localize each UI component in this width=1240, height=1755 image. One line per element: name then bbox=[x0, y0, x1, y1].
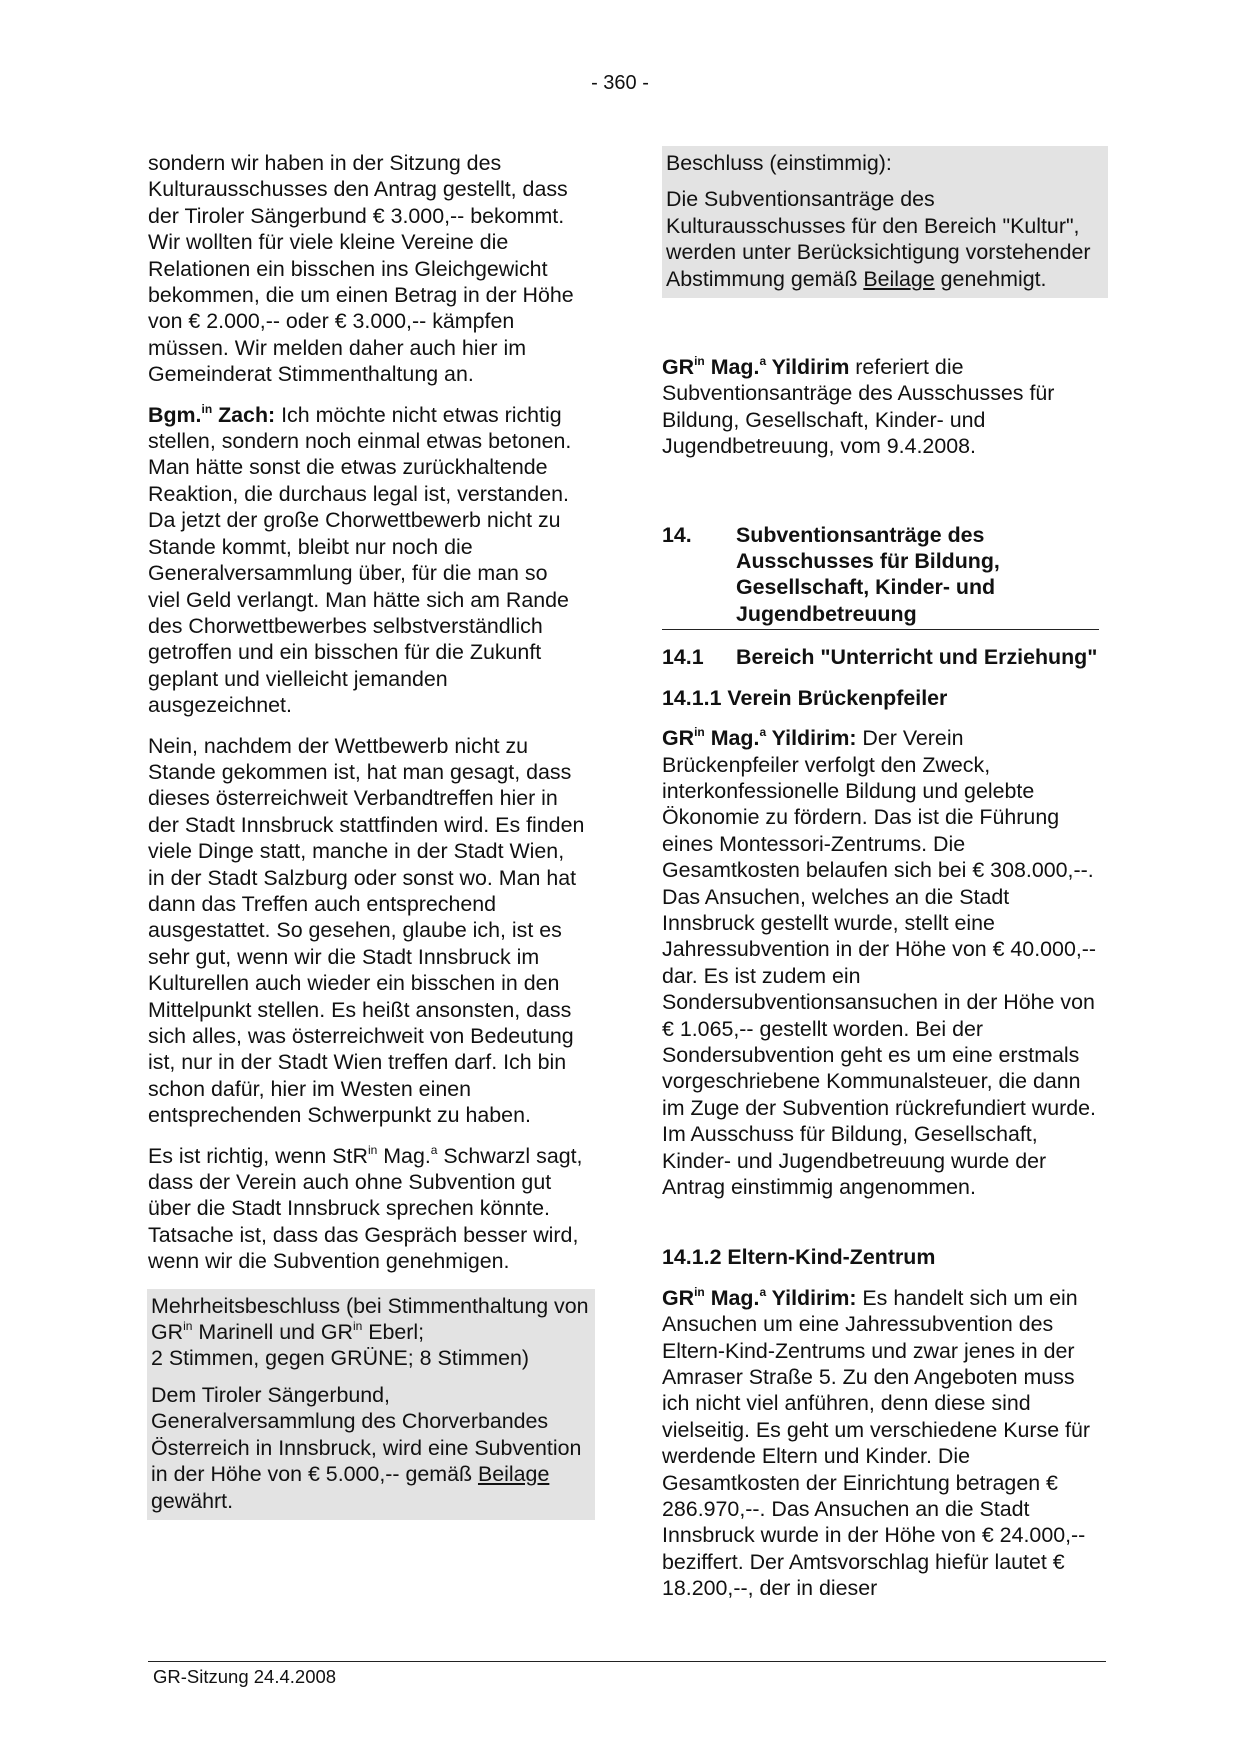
footer-divider bbox=[148, 1661, 1106, 1662]
page-number: - 360 - bbox=[591, 72, 649, 94]
paragraph-zach: Bgm.$^{in}$ Zach: Ich möchte nicht etwas richtig stellen, sondern noch einmal etwas betonen. Man hätte sonst die etwas zurückhaltende Reaktion, die durchaus legal ist, verstanden. Da jetzt der große Chorwettbewerb nicht zu Stande kommt, bleibt nur noch die Generalversammlung über, für die man so viel Geld verlangt. Man hätte sich am Rande des Chorwettbewerbes selbstverständlich getroffen und ein bisschen für die Zukunft geplant und vielleicht jemanden ausgezeichnet. bbox=[148, 401, 572, 718]
footer-text: GR-Sitzung 24.4.2008 bbox=[153, 1666, 337, 1687]
paragraph-yildirim: $GR^{in}$ Mag.$^a$ Yildirim: Der Verein Brückenpfeiler verfolgt den Zweck, interkonfessionelle Bildung und gelebte Ökonomie zu fördern. Das ist die Führung eines Montessori-Zentrums. Die Gesamtkosten belaufen sich bei € 308.000,--. Das Ansuchen, welches an die Stadt Innsbruck gestellt wurde, stellt eine Jahressubvention in der Höhe von € 40.000,-- dar. Es ist zudem ein Sondersubventionsansuchen in der Höhe von € 1.065,-- gestellt worden. Bei der Sondersubvention geht es um eine erstmals vorgeschriebene Kommunalsteuer, die dann im Zuge der Subvention rückrefundiert wurde. Im Ausschuss für Bildung, Gesellschaft, Kinder- und Jugendbetreuung wurde der Antrag einstimmig angenommen. bbox=[662, 724, 1097, 1199]
paragraph-yildirim: $GR^{in}$ Mag.$^a$ Yildirim: Es handelt sich um ein Ansuchen um eine Jahressubvention des Eltern-Kind-Zentrums und zwar jenes in der Amraser Straße 5. Zu den Angeboten muss ich nicht viel anführen, denn diese sind vielseitig. Es geht um verschiedene Kurse für werdende Eltern und Kinder. Die Gesamtkosten der Einrichtung betragen € 286.970,--. Das Ansuchen an die Stadt Innsbruck wurde in der Höhe von € 24.000,-- beziffert. Der Amtsvorschlag hiefür lautet € 18.200,--, der in dieser bbox=[662, 1284, 1091, 1601]
section-heading-14-1-2: 14.1.2 Eltern-Kind-Zentrum bbox=[662, 1245, 936, 1270]
resolution-text: Die Subventionsanträge des Kulturausschusses für den Bereich "Kultur", werden unter Berücksichtigung vorstehender Abstimmung gemäß Beilage genehmigt. bbox=[666, 187, 1091, 291]
speaker-title: $GR^{in}$ Mag.$^a$ Yildirim: bbox=[662, 724, 857, 751]
paragraph-yildirim: $GR^{in}$ Mag.$^a$ Yildirim referiert die Subventionsanträge des Ausschusses für Bildung, Gesellschaft, Kinder- und Jugendbetreuung, vom 9.4.2008. bbox=[662, 353, 1055, 459]
right-column bbox=[662, 150, 1099, 1616]
section-heading-14-1: 14.1 Bereich "Unterricht und Erziehung" bbox=[662, 645, 1098, 670]
left-column bbox=[148, 150, 589, 1534]
speaker-title: $GR^{in}$ Mag.$^a$ Yildirim: bbox=[662, 1284, 857, 1310]
resolution-title: Beschluss (einstimmig): bbox=[666, 151, 892, 175]
beilage-link[interactable]: Beilage bbox=[863, 266, 935, 291]
resolution-box bbox=[662, 146, 1108, 298]
resolution-vote: Mehrheitsbeschluss (bei Stimmenthaltung von $GR^{in}$ Marinell und $GR^{in}$ Eberl; 2 Stimmen, gegen GRÜNE; 8 Stimmen) bbox=[151, 1293, 589, 1371]
resolution-text: Dem Tiroler Sängerbund, Generalversammlung des Chorverbandes Österreich in Innsbruck, wird eine Subvention in der Höhe von € 5.000,-- gemäß Beilage gewährt. bbox=[151, 1382, 582, 1513]
paragraph: Nein, nachdem der Wettbewerb nicht zu Stande gekommen ist, hat man gesagt, dass dieses österreichweit Verbandtreffen hier in der Stadt Innsbruck stattfinden wird. Es finden viele Dinge statt, manche in der Stadt Wien, in der Stadt Salzburg oder sonst wo. Man hat dann das Treffen auch entsprechend ausgestattet. So gesehen, glaube ich, ist es sehr gut, wenn wir die Stadt Innsbruck im Kulturellen auch wieder ein bisschen in den Mittelpunkt stellen. Es heißt ansonsten, dass sich alles, was österreichweit von Bedeutung ist, nur in der Stadt Wien treffen darf. Ich bin schon dafür, hier im Westen einen entsprechenden Schwerpunkt zu haben. bbox=[148, 733, 585, 1128]
paragraph: Es ist richtig, wenn StR$^{in}$ Mag.$^a$ Schwarzl sagt, dass der Verein auch ohne Subvention gut über die Stadt Innsbruck sprechen könnte. Tatsache ist, dass das Gespräch besser wird, wenn wir die Subvention genehmigen. bbox=[148, 1142, 583, 1274]
section-heading-14-1-1: 14.1.1 Verein Brückenpfeiler bbox=[662, 685, 948, 710]
resolution-box bbox=[147, 1289, 595, 1520]
section-heading-14: 14. Subventionsanträge des Ausschusses für Bildung, Gesellschaft, Kinder- und Jugendbetreuung bbox=[662, 522, 1099, 631]
speaker-title: Bgm.$^{in}$ Zach: bbox=[148, 401, 276, 427]
paragraph: sondern wir haben in der Sitzung des Kulturausschusses den Antrag gestellt, dass der Tiroler Sängerbund € 3.000,-- bekommt. Wir wollten für viele kleine Vereine die Relationen ein bisschen ins Gleichgewicht bekommen, die um einen Betrag in der Höhe von € 2.000,-- oder € 3.000,-- kämpfen müssen. Wir melden daher auch hier im Gemeinderat Stimmenthaltung an. bbox=[148, 151, 574, 387]
beilage-link[interactable]: Beilage bbox=[477, 1462, 550, 1487]
speaker-title: $GR^{in}$ Mag.$^a$ Yildirim bbox=[662, 353, 850, 380]
